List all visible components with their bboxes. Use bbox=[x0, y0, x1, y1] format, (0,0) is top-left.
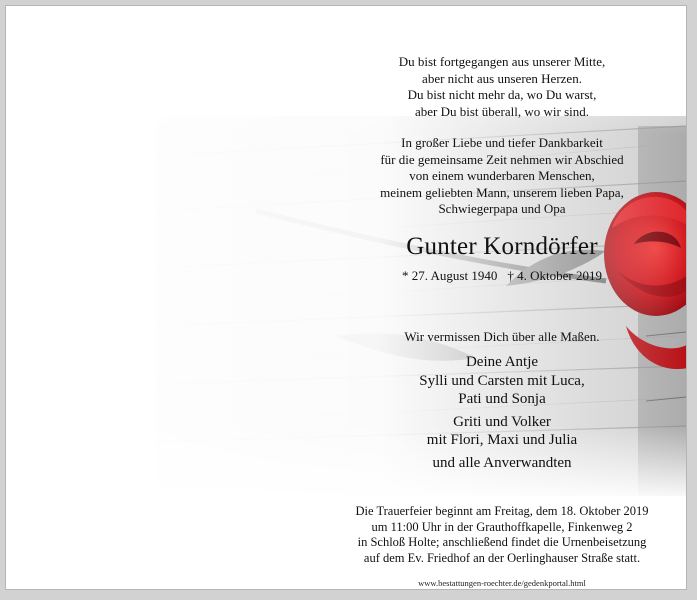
ceremony-line: um 11:00 Uhr in der Grauthoffkapelle, Finkenweg 2 bbox=[371, 519, 633, 534]
memorial-website-link[interactable]: www.bestattungen-roechter.de/gedenkportal.html bbox=[418, 578, 586, 588]
ceremony-info bbox=[342, 504, 662, 566]
verse-line: Du bist fortgegangen aus unserer Mitte, bbox=[398, 54, 606, 69]
intro-line: für die gemeinsame Zeit nehmen wir Abschied bbox=[380, 151, 624, 167]
death-date: † 4. Oktober 2019 bbox=[507, 268, 602, 283]
family-list bbox=[342, 353, 662, 473]
verse bbox=[342, 54, 662, 120]
family-line: Griti und Volker bbox=[453, 413, 551, 430]
intro-line: meinem geliebten Mann, unserem lieben Papa, bbox=[380, 184, 624, 200]
verse-line: aber nicht aus unseren Herzen. bbox=[422, 70, 582, 86]
family-line: Pati und Sonja bbox=[458, 391, 546, 408]
ceremony-line: in Schloß Holte; anschließend findet die Urnenbeisetzung bbox=[357, 535, 647, 549]
deceased-name: Gunter Korndörfer bbox=[406, 233, 598, 260]
verse-line: Du bist nicht mehr da, wo Du warst, bbox=[407, 87, 597, 102]
intro-line: In großer Liebe und tiefer Dankbarkeit bbox=[401, 135, 603, 150]
birth-date: * 27. August 1940 bbox=[402, 268, 498, 283]
family-line: Deine Antje bbox=[465, 354, 539, 370]
ceremony-line: auf dem Ev. Friedhof an der Oerlinghauser Straße statt. bbox=[363, 550, 641, 565]
family-line: und alle Anverwandten bbox=[432, 454, 572, 471]
farewell-intro bbox=[342, 135, 662, 218]
obituary-card bbox=[5, 5, 687, 590]
life-dates bbox=[342, 268, 662, 284]
verse-line: aber Du bist überall, wo wir sind. bbox=[414, 103, 590, 119]
family-line: Sylli und Carsten mit Luca, bbox=[419, 372, 585, 389]
miss-line: Wir vermissen Dich über alle Maßen. bbox=[404, 329, 600, 344]
family-line: mit Flori, Maxi und Julia bbox=[426, 432, 578, 449]
intro-line: von einem wunderbaren Menschen, bbox=[409, 168, 595, 183]
intro-line: Schwiegerpapa und Opa bbox=[438, 201, 566, 216]
ceremony-line: Die Trauerfeier beginnt am Freitag, dem 18. Oktober 2019 bbox=[355, 504, 649, 518]
